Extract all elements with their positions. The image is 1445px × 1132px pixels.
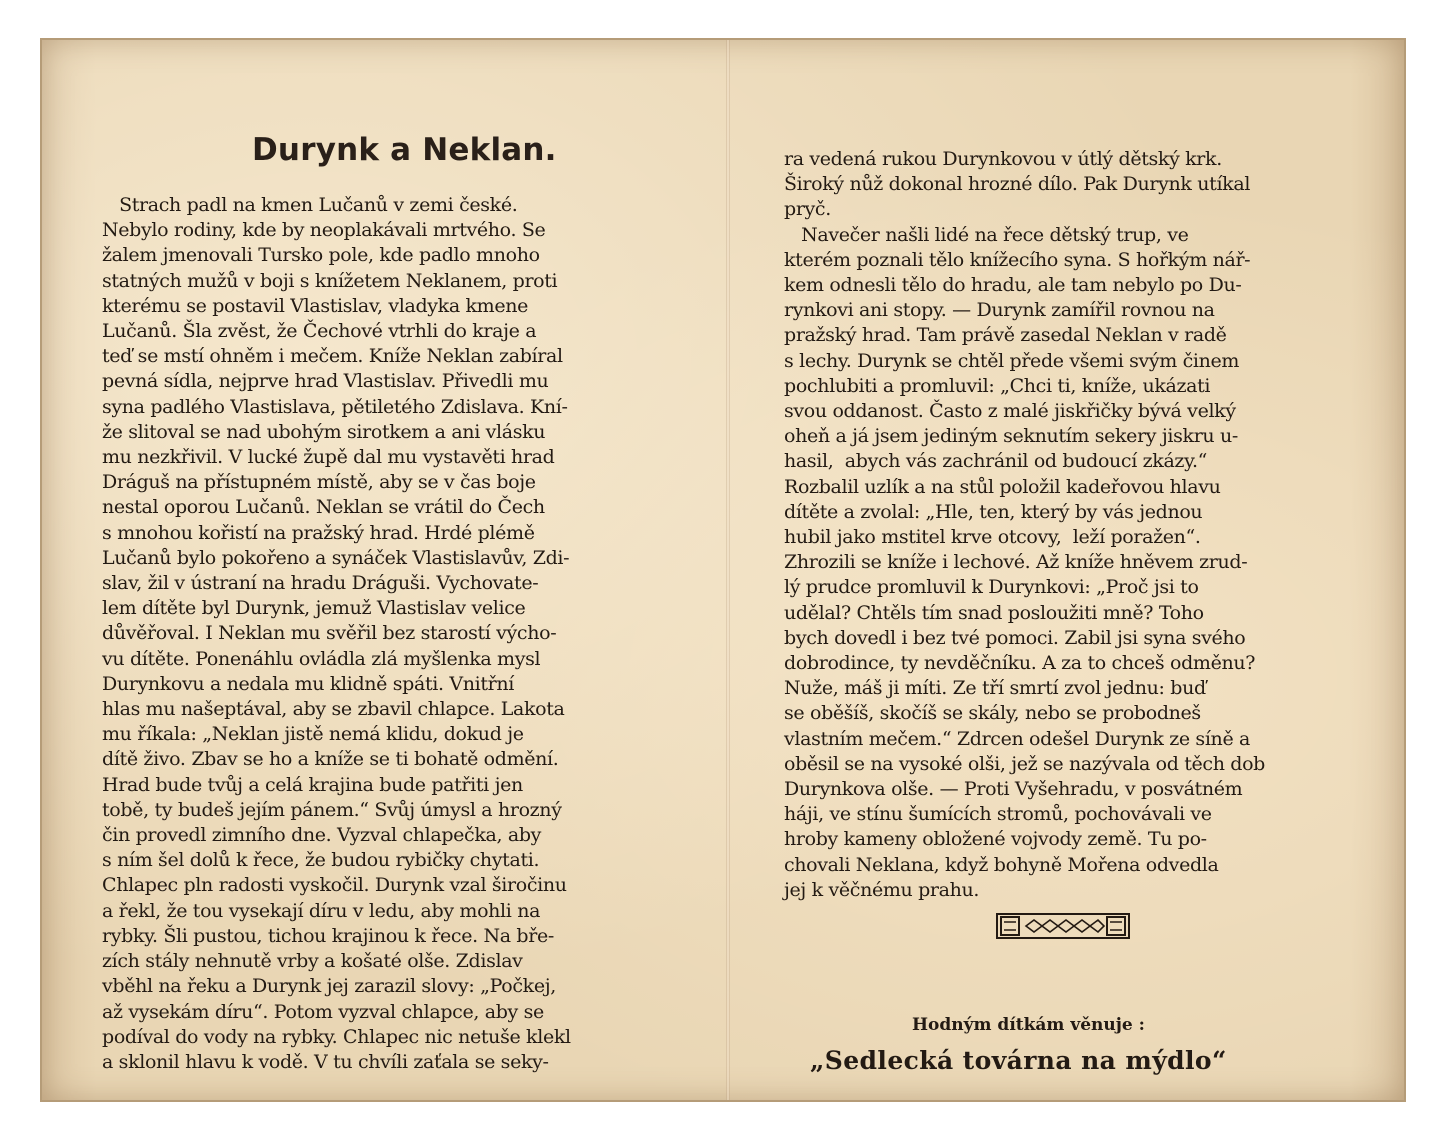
text-line: kterému se postavil Vlastislav, vladyka kmene [102,294,529,317]
text-line: že slitoval se nad ubohým sirotkem a ani vlásku [102,420,546,443]
text-line: svou oddanost. Často z malé jiskřičky bývá velký [784,400,1236,423]
text-line: lý prudce promluvil k Durynkovi: „Proč jsi to [784,576,1199,599]
text-line: Hrad bude tvůj a celá krajina bude patřiti jen [102,773,523,796]
left-page-text [102,193,571,1075]
text-line: oběsil se na vysoké olši, jež se nazývala od těch dob [784,752,1265,775]
text-line: Rozbalil uzlík a na stůl položil kadeřovou hlavu [784,475,1221,498]
text-line: Zhrozili se kníže i lechové. Až kníže hněvem zrud- [784,551,1248,574]
text-line: lem dítěte byl Durynk, jemuž Vlastislav velice [102,597,526,620]
text-line: háji, ve stínu šumících stromů, pochovávali ve [784,803,1212,826]
text-line: pochlubiti a promluvil: „Chci ti, kníže, ukázati [784,374,1211,397]
text-line: mu říkala: „Neklan jistě nemá klidu, dokud je [102,723,524,746]
text-line: pevná sídla, nejprve hrad Vlastislav. Přivedli mu [102,370,549,393]
text-line: vběhl na řeku a Durynk jej zarazil slovy: „Počkej, [102,975,556,998]
text-line: Strach padl na kmen Lučanů v zemi české. [102,194,518,216]
text-line: dítě živo. Zbav se ho a kníže se ti bohatě odmění. [102,748,559,771]
text-line: Dráguš na přístupném místě, aby se v čas boje [102,471,536,494]
text-line: dobrodince, ty nevděčníku. A za to chceš odměnu? [784,652,1256,675]
text-line: kem odnesli tělo do hradu, ale tam nebylo po Du- [784,274,1242,297]
text-line: teď se mstí ohněm i mečem. Kníže Neklan zabíral [102,345,563,368]
text-line: se oběšíš, skočíš se skály, nebo se probodneš [784,702,1201,725]
text-line: Široký nůž dokonal hrozné dílo. Pak Durynk utíkal [784,173,1251,196]
text-line: Lučanů bylo pokořeno a synáček Vlastislavův, Zdi- [102,546,570,569]
left-page [42,40,726,1100]
text-line: Durynkova olše. — Proti Vyšehradu, v posvátném [784,778,1243,801]
text-line: hlas mu našeptával, aby se zbavil chlapce. Lakota [102,698,565,721]
text-line: rybky. Šli pustou, tichou krajinou k řece. Na bře- [102,924,554,947]
text-line: až vysekám díru“. Potom vyzval chlapce, aby se [102,1000,544,1023]
text-line: oheň a já jsem jediným seknutím sekery jiskru u- [784,425,1238,448]
text-line: s ním šel dolů k řece, že budou rybičky chytati. [102,849,540,872]
text-line: Navečer našli lidé na řece dětský trup, ve [784,223,1189,246]
company-name: „Sedlecká továrna na mýdlo“ [810,1046,1227,1075]
text-line: Lučanů. Šla zvěst, že Čechové vtrhli do kraje a [102,320,537,343]
text-line: kterém poznali tělo knížecího syna. S hořkým nář- [784,248,1251,271]
text-line: ra vedená rukou Durynkovou v útlý dětský krk. [784,148,1222,170]
text-line: pryč. [784,198,831,221]
right-page [730,40,1404,1100]
text-line: rynkovi ani stopy. — Durynk zamířil rovnou na [784,299,1215,322]
right-page-text [784,147,1265,903]
text-line: tobě, ty budeš jejím pánem.“ Svůj úmysl a hrozný [102,798,562,821]
text-line: hroby kameny obložené vojvody země. Tu po- [784,828,1207,851]
text-line: syna padlého Vlastislava, pětiletého Zdislava. Kní- [102,395,568,418]
text-line: Chlapec pln radosti vyskočil. Durynk vzal širočinu [102,874,567,897]
text-line: zích stály nehnutě vrby a košaté olše. Zdislav [102,950,523,973]
text-line: mu nezkřivil. V lucké župě dal mu vystavěti hrad [102,446,555,469]
text-line: s lechy. Durynk se chtěl předе všemi svým činem [784,349,1240,372]
text-line: vlastním mečem.“ Zdrcen odešel Durynk ze síně a [784,727,1251,750]
text-line: Nebylo rodiny, kde by neoplakávali mrtvého. Se [102,219,546,242]
text-line: a řekl, že tou vysekají díru v ledu, aby mohli na [102,899,541,922]
text-line: vu dítěte. Ponenáhlu ovládla zlá myšlenka mysl [102,647,541,670]
text-line: podíval do vody na rybky. Chlapec nic netuše klekl [102,1025,571,1048]
text-line: hubil jako mstitel krve otcovy, leží poražen“. [784,526,1201,549]
text-line: udělal? Chtěls tím snad posloužiti mně? Toho [784,601,1204,624]
text-line: pražský hrad. Tam právě zasedal Neklan v radě [784,324,1227,347]
story-title: Durynk a Neklan. [252,132,557,168]
text-line: slav, žil v ústraní na hradu Dráguši. Vychovate- [102,572,539,595]
text-line: hasil, abych vás zachránil od budoucí zkázy.“ [784,450,1207,473]
text-line: Durynkovu a nedala mu klidně spáti. Vnitřní [102,672,514,695]
text-line: a sklonil hlavu k vodě. V tu chvíli zaťala se seky- [102,1050,549,1073]
text-line: Nuže, máš ji míti. Ze tří smrtí zvol jednu: buď [784,677,1206,700]
postcard-sheet [40,38,1406,1102]
text-line: s mnohou kořistí na pražský hrad. Hrdé plémě [102,521,535,544]
text-line: nestal oporou Lučanů. Neklan se vrátil do Čech [102,496,545,519]
text-line: čin provedl zimního dne. Vyzval chlapečka, aby [102,824,542,847]
dedication-line: Hodným dítkám věnuje : [912,1015,1145,1035]
text-line: jej k věčnému prahu. [784,878,980,901]
text-line: dítěte a zvolal: „Hle, ten, který by vás jednou [784,500,1203,523]
text-line: chovali Neklana, když bohyně Mořena odvedla [784,853,1219,876]
text-line: statných mužů v boji s knížetem Neklanem, proti [102,269,558,292]
text-line: důvěřoval. I Neklan mu svěřil bez starostí výcho- [102,622,557,645]
text-line: žalem jmenovali Tursko pole, kde padlo mnoho [102,244,540,267]
text-line: bych dovedl i bez tvé pomoci. Zabil jsi syna svého [784,626,1246,649]
ornament-icon [996,912,1130,940]
